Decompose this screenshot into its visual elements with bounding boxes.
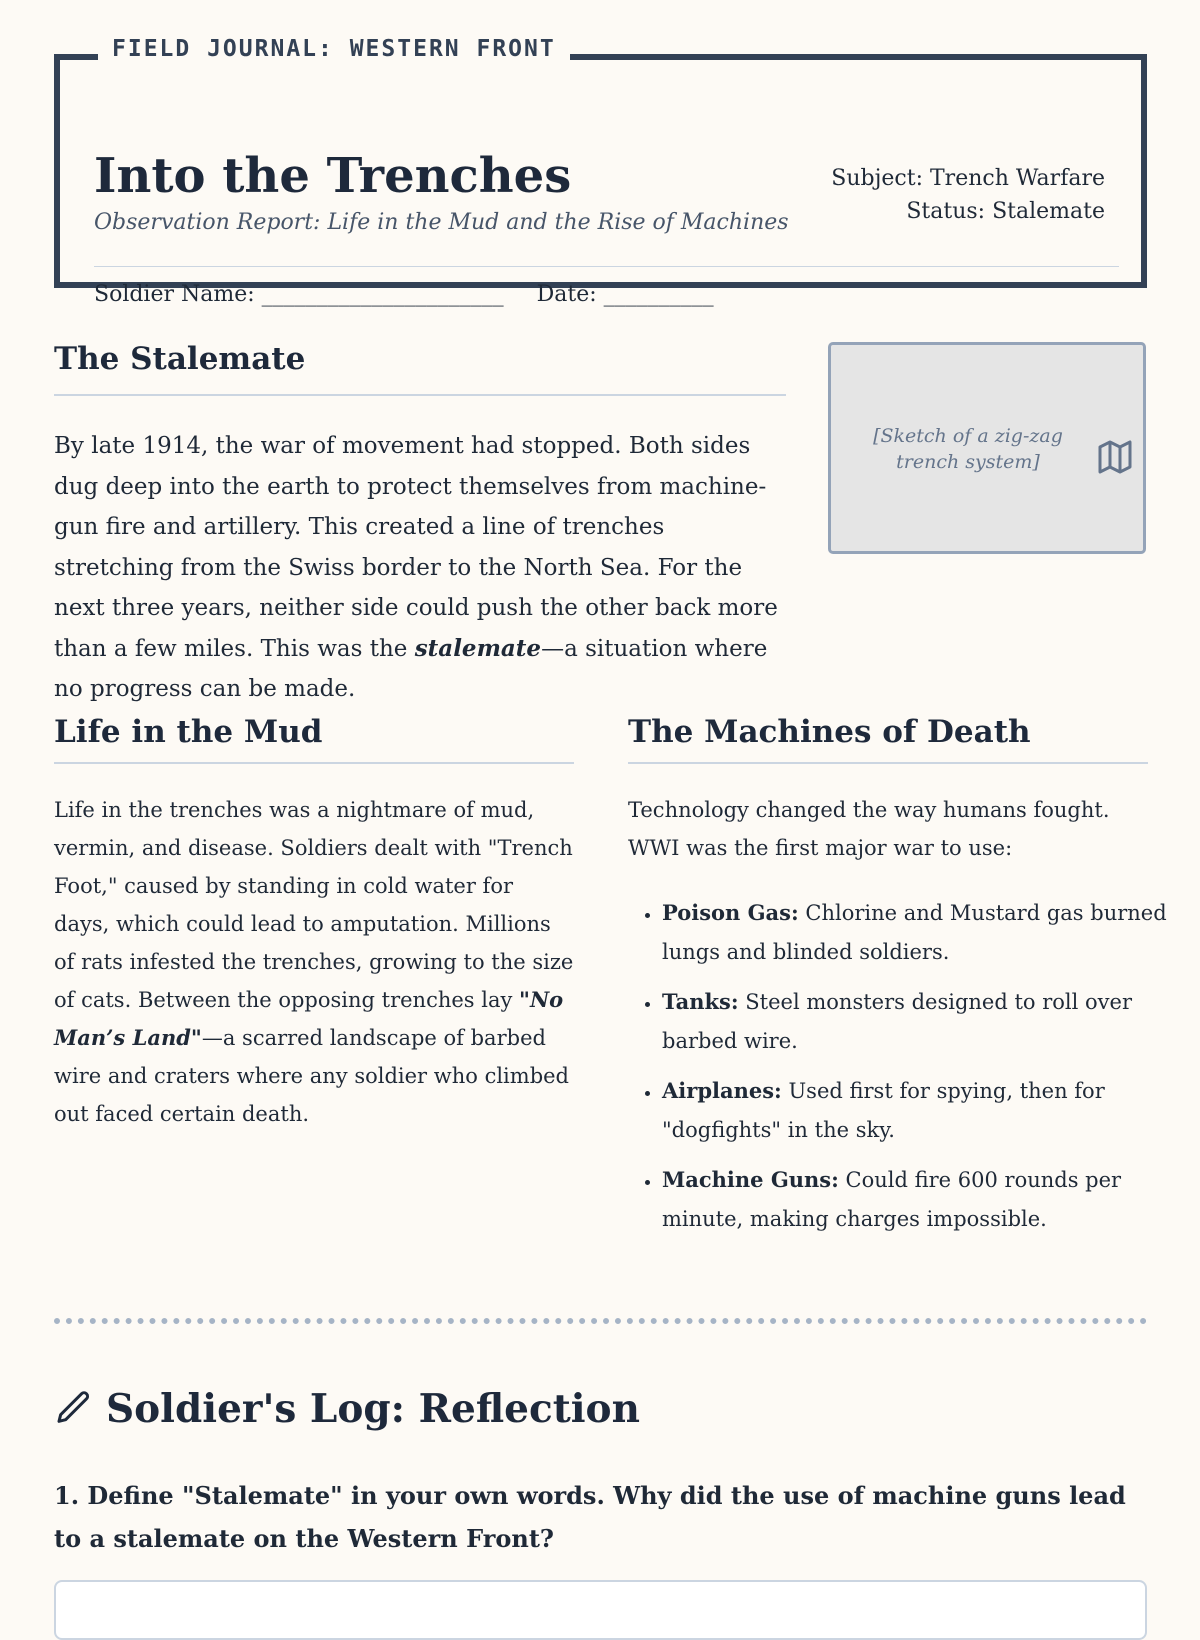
header-fields: [94, 282, 740, 307]
stalemate-paragraph: By late 1914, the war of movement had stopped. Both sides dug deep into the earth to protect themselves from machine-gun fire and artillery. This created a line of trenches stretching from the Swiss border to the North Sea. For the next three years, neither side could push the other back more than a few miles. This was the stalemate—a situation where no progress can be made.: [54, 433, 778, 702]
no-mans-land-term: "No Man’s Land": [54, 987, 564, 1050]
header-box: [54, 54, 1147, 307]
machines-heading-rule: [628, 762, 1148, 764]
stalemate-term: stalemate: [414, 634, 542, 662]
soldier-name-field[interactable]: Soldier Name: ______________________: [94, 282, 504, 307]
mud-heading-rule: [54, 762, 574, 764]
question-1: 1. Define "Stalemate" in your own words. Why did the use of machine guns lead to a stalemate on the Western Front?: [54, 1481, 1126, 1553]
machines-list: [628, 894, 1184, 1250]
mud-paragraph: Life in the trenches was a nightmare of mud, vermin, and disease. Soldiers dealt with "Trench Foot," caused by standing in cold water for days, which could lead to amputation. Millions of rats infested the trenches, growing to the size of cats. Between the opposing trenches lay "No Man’s Land"—a scarred landscape of barbed wire and craters where any soldier who climbed out faced certain death.: [54, 798, 574, 1126]
page-title: Into the Trenches: [94, 148, 572, 204]
subject-text: Subject: Trench Warfare: [831, 166, 1105, 191]
list-item: • Airplanes: Used first for spying, then for "dogfights" in the sky.: [662, 1072, 1184, 1149]
list-item: • Poison Gas: Chlorine and Mustard gas burned lungs and blinded soldiers.: [662, 894, 1184, 971]
list-item: • Tanks: Steel monsters designed to roll over barbed wire.: [662, 983, 1184, 1060]
sketch-caption: [Sketch of a zig-zag trench system]: [873, 425, 1063, 473]
stalemate-heading-rule: [54, 394, 786, 396]
log-heading: Soldier's Log: Reflection: [106, 1386, 640, 1432]
answer-field-1[interactable]: [54, 1580, 1147, 1640]
machines-heading: The Machines of Death: [628, 714, 1031, 750]
stalemate-heading: The Stalemate: [54, 341, 306, 377]
journal-tag: FIELD JOURNAL: WESTERN FRONT: [98, 34, 570, 64]
header-meta: [831, 162, 1105, 228]
list-item: • Machine Guns: Could fire 600 rounds per minute, making charges impossible.: [662, 1161, 1184, 1238]
status-text: Status: Stalemate: [906, 199, 1105, 224]
date-field[interactable]: Date: __________: [536, 282, 714, 307]
pencil-icon: [54, 1388, 94, 1428]
section-divider: [54, 1318, 1147, 1324]
map-icon: [1095, 437, 1135, 477]
trench-sketch-placeholder: [828, 342, 1146, 554]
page-subtitle: Observation Report: Life in the Mud and the Rise of Machines: [94, 210, 789, 235]
header-divider: [94, 266, 1119, 267]
mud-heading: Life in the Mud: [54, 714, 323, 750]
machines-intro: Technology changed the way humans fought. WWI was the first major war to use:: [628, 798, 1110, 860]
